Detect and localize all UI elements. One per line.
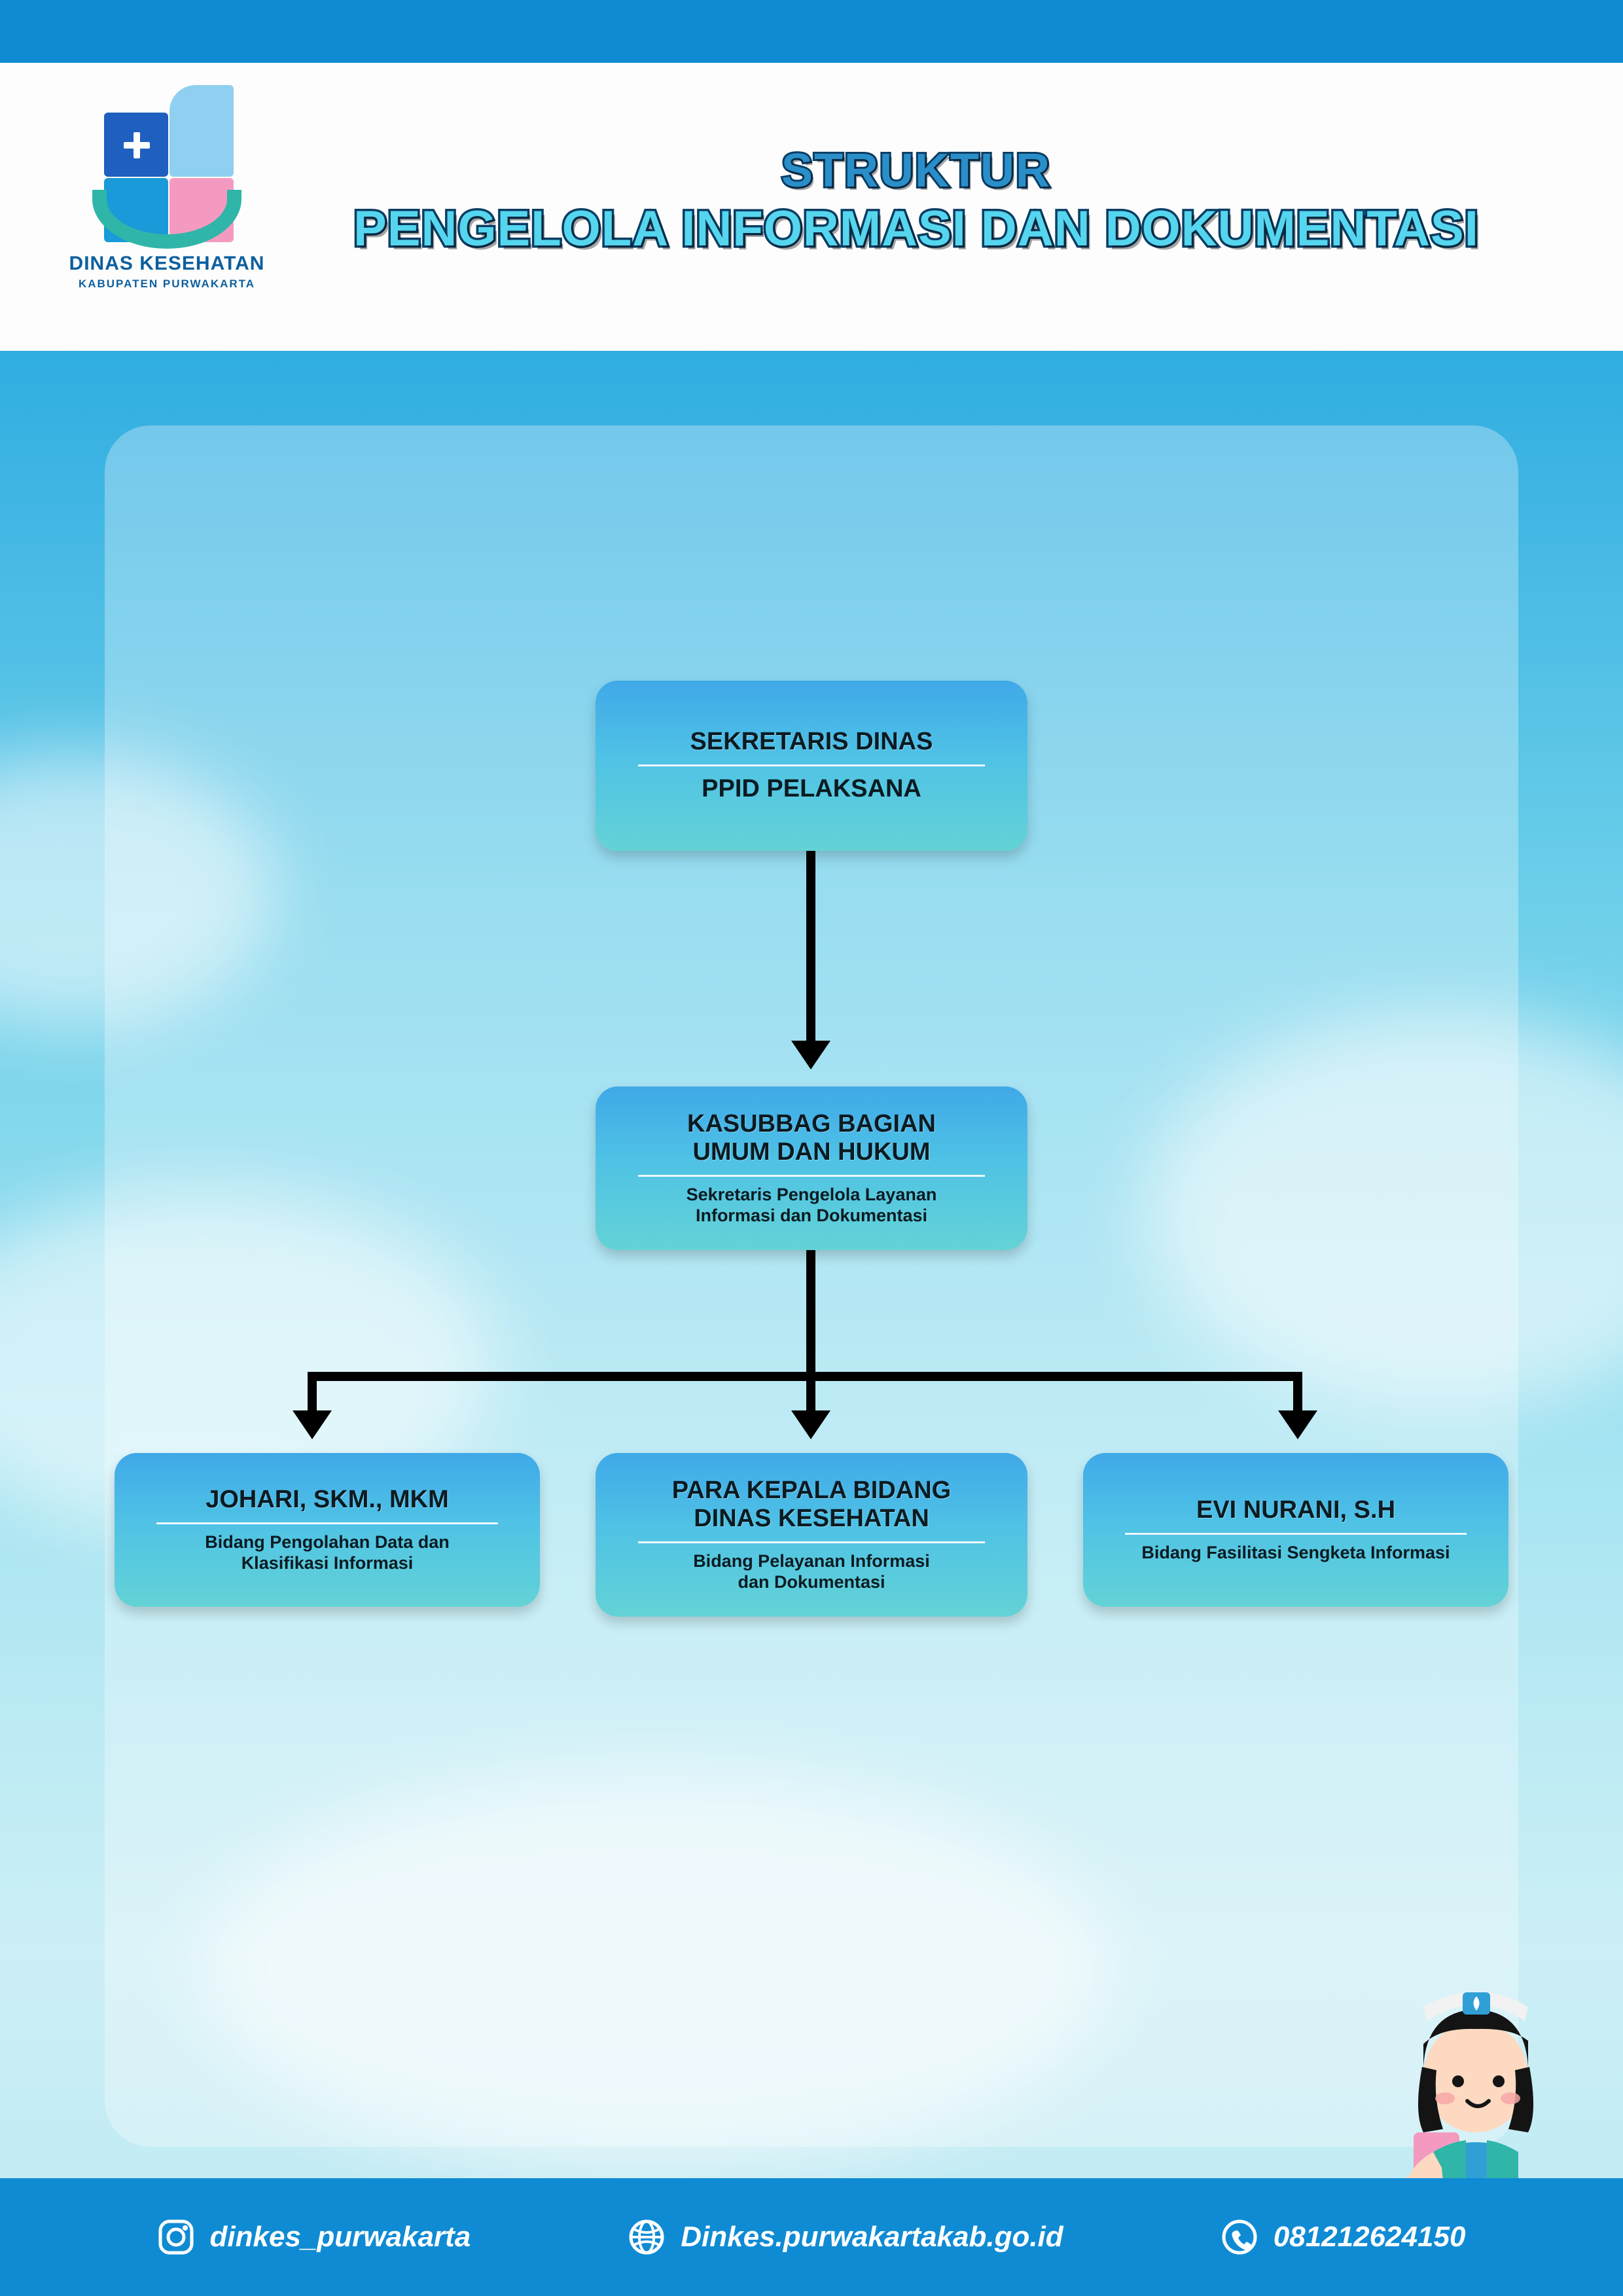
node-divider	[638, 1175, 985, 1177]
node-title: SEKRETARIS DINAS	[690, 727, 933, 755]
title-line-1: STRUKTUR	[781, 145, 1051, 197]
top-blue-strip	[0, 0, 1623, 63]
connector-horizontal-bus	[308, 1372, 1302, 1381]
node-subtitle-line-2: Informasi dan Dokumentasi	[695, 1206, 928, 1226]
node-divider	[638, 764, 985, 766]
logo-mark-icon	[88, 79, 245, 249]
logo-shape-top-right	[169, 85, 234, 177]
footer-whatsapp-label: 081212624150	[1273, 2221, 1466, 2253]
connector-branch-right	[1293, 1372, 1302, 1411]
node-subtitle-line-2: Klasifikasi Informasi	[241, 1553, 414, 1573]
footer-bar	[0, 2178, 1623, 2296]
node-subtitle-line-1: Bidang Pelayanan Informasi	[693, 1551, 930, 1571]
node-subtitle-line-2: dan Dokumentasi	[738, 1572, 885, 1592]
footer-website-label: Dinkes.purwakartakab.go.id	[681, 2221, 1063, 2253]
node-title-line-1: PARA KEPALA BIDANG	[671, 1477, 952, 1505]
logo-subtitle: KABUPATEN PURWAKARTA	[78, 278, 256, 290]
footer-whatsapp[interactable]	[1221, 2219, 1466, 2255]
node-kasubbag-umum-dan-hukum[interactable]	[596, 1086, 1027, 1250]
globe-icon	[628, 2219, 665, 2255]
medical-cross-icon	[122, 131, 151, 160]
node-title-line-1: KASUBBAG BAGIAN	[687, 1110, 936, 1138]
footer-website[interactable]	[628, 2219, 1063, 2255]
node-title: EVI NURANI, S.H	[1196, 1496, 1396, 1524]
agency-logo	[59, 79, 275, 340]
instagram-icon	[158, 2219, 194, 2255]
node-title-line-2: UMUM DAN HUKUM	[692, 1138, 931, 1166]
node-title: JOHARI, SKM., MKM	[205, 1485, 449, 1513]
logo-title: DINAS KESEHATAN	[69, 253, 265, 274]
title-line-2: PENGELOLA INFORMASI DAN DOKUMENTASI	[353, 201, 1479, 257]
arrow-head-icon	[1278, 1410, 1317, 1439]
arrow-head-icon	[791, 1041, 830, 1069]
org-chart	[0, 425, 1623, 2147]
node-sekretaris-dinas[interactable]	[596, 681, 1027, 851]
footer-instagram[interactable]	[158, 2219, 471, 2255]
footer-instagram-label: dinkes_purwakarta	[209, 2221, 471, 2253]
arrow-head-icon	[791, 1410, 830, 1439]
connector-branch-left	[308, 1372, 317, 1411]
node-evi-nurani[interactable]	[1083, 1453, 1508, 1607]
node-divider	[156, 1522, 497, 1524]
node-johari[interactable]	[115, 1453, 540, 1607]
node-title-line-2: DINAS KESEHATAN	[694, 1504, 929, 1532]
node-para-kepala-bidang[interactable]	[596, 1453, 1027, 1617]
whatsapp-icon	[1221, 2219, 1258, 2255]
arrow-head-icon	[293, 1410, 332, 1439]
connector-kasubbag-down	[806, 1250, 815, 1381]
node-divider	[638, 1541, 985, 1543]
page-title	[249, 144, 1584, 257]
connector-branch-center	[806, 1372, 815, 1411]
node-divider	[1125, 1533, 1466, 1535]
node-subtitle: PPID PELAKSANA	[702, 775, 921, 803]
node-subtitle-line-1: Sekretaris Pengelola Layanan	[686, 1185, 937, 1205]
node-subtitle: Bidang Fasilitasi Sengketa Informasi	[1141, 1543, 1450, 1563]
connector-sekretaris-to-kasubbag	[806, 851, 815, 1047]
node-subtitle-line-1: Bidang Pengolahan Data dan	[205, 1532, 450, 1552]
